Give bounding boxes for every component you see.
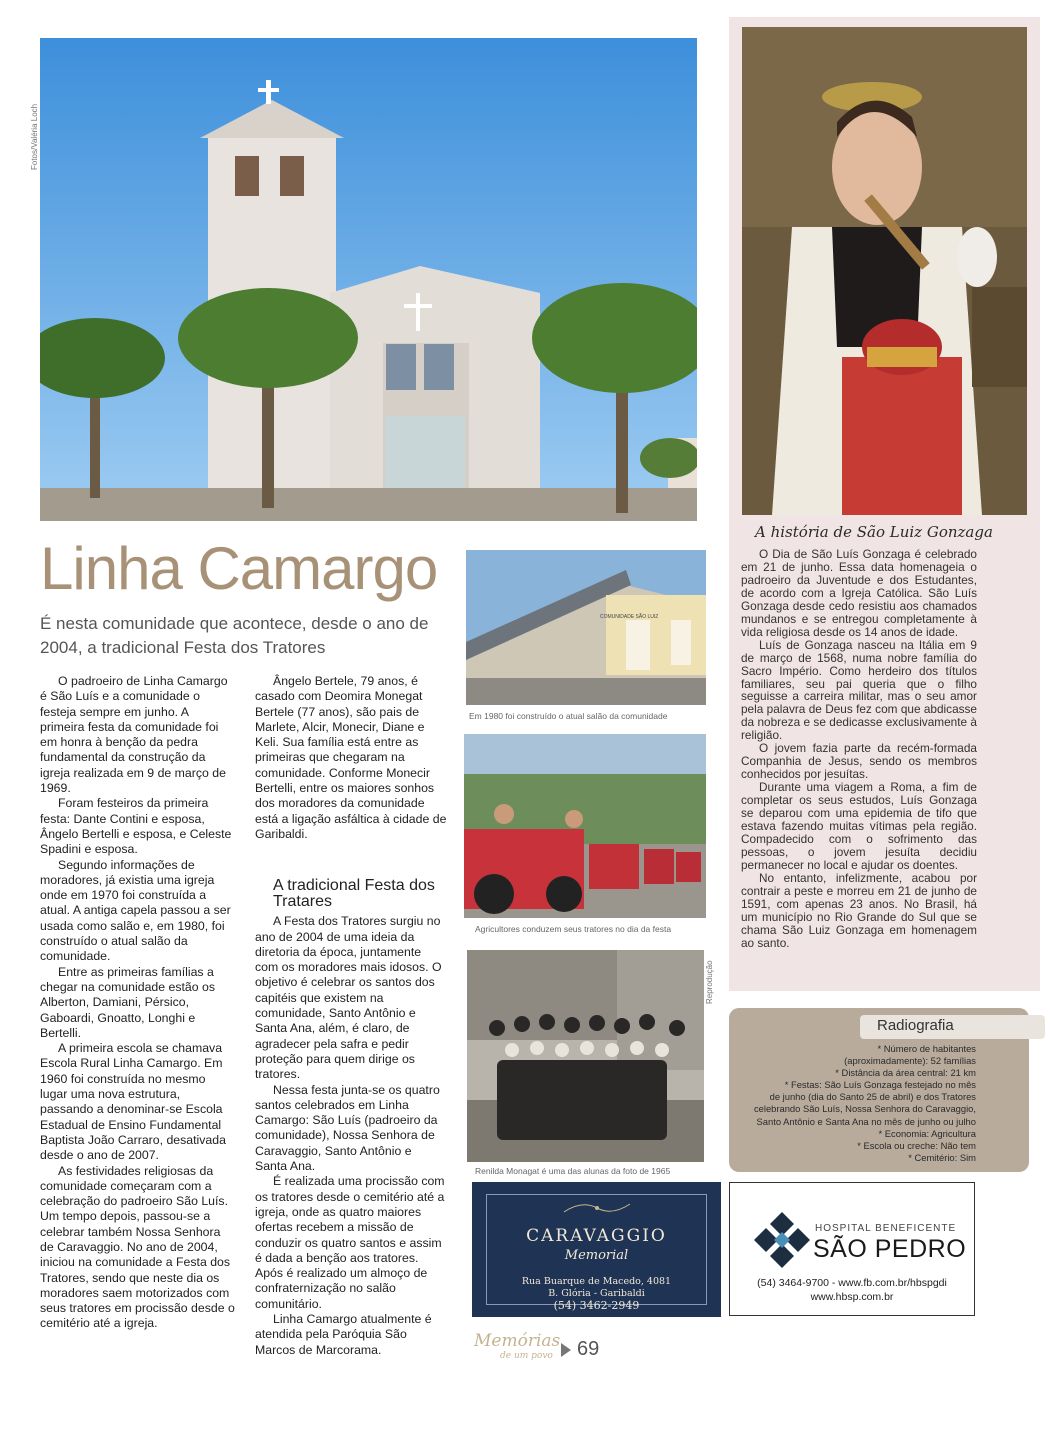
radiografia-item: * Escola ou creche: Não tem — [857, 1139, 976, 1151]
caption-salao: Em 1980 foi construído o atual salão da comunidade — [469, 711, 668, 721]
salao-sign: COMUNIDADE SÃO LUIZ — [600, 614, 659, 620]
paragraph: Entre as primeiras famílias a chegar na comunidade estão os Alberton, Damiani, Pérsico, Gaboardi, Gnoatto, Longhi e Bertelli. — [40, 964, 216, 1040]
paragraph: Linha Camargo atualmente é atendida pela Paróquia São Marcos de Marcorama. — [255, 1311, 432, 1357]
subtitle: É nesta comunidade que acontece, desde o ano de 2004, a tradicional Festa dos Tratores — [40, 614, 429, 657]
ad-hospital-website[interactable]: www.hbsp.com.br — [810, 1291, 894, 1303]
church-photo — [40, 38, 697, 521]
paragraph: O jovem fazia parte da recém-formada Companhia de Jesus, sendo os membros conhecidos por jesuítas. — [741, 741, 977, 782]
ad-hospital-big: SÃO PEDRO — [813, 1235, 967, 1263]
paragraph: É realizada uma procissão com os tratores desde o cemitério até a igreja, onde as quatro maiores ofertas recebem a missão de conduzir os quatro santos e assim é dada a benção aos tratores. Após é realizado um almoço de confraternização no salão comunitário. — [255, 1174, 445, 1311]
radiografia-item: * Distância da área central: 21 km — [835, 1067, 976, 1079]
salao-photo — [466, 550, 706, 705]
page-title: Linha Camargo — [40, 535, 438, 602]
paragraph: Ângelo Bertele, 79 anos, é casado com Deomira Monegat Bertele (77 anos), são pais de Marlete, Alcir, Monecir, Diane e Keli. Sua família está entre as primeiras que chegaram na comunidade. Conforme Monecir Bertelli, entre os maiores sonhos dos moradores da comunidade está a ligação asfáltica à cidade de Garibaldi. — [255, 674, 447, 841]
page-number: 69 — [577, 1338, 600, 1360]
ad-caravaggio-address2: B. Glória - Garibaldi — [548, 1288, 645, 1299]
photo-credit-reproducao: Reprodução — [705, 960, 714, 1004]
sao-luiz-painting — [742, 27, 1027, 515]
ad-hospital-small: HOSPITAL BENEFICENTE — [815, 1223, 957, 1234]
ad-caravaggio-phone: (54) 3462-2949 — [553, 1299, 640, 1312]
article-column-2 — [255, 674, 447, 1358]
paragraph: Segundo informações de moradores, já existia uma igreja onde em 1970 foi construída a atual. A antiga capela passou a ser usada como salão e, em 1980, foi construído o atual salão da comunidade. — [40, 857, 231, 964]
sidebar-title: A história de São Luiz Gonzaga — [755, 523, 993, 541]
article-column-1 — [40, 674, 236, 1332]
ad-caravaggio-name: CARAVAGGIO — [526, 1226, 667, 1246]
ad-caravaggio-address1: Rua Buarque de Macedo, 4081 — [521, 1276, 672, 1287]
paragraph: O padroeiro de Linha Camargo é São Luís e a comunidade o festeja sempre em junho. A primeira festa da comunidade foi em honra à benção da pedra fundamental da construção da igreja realizada em 9 de março de 1969. — [40, 674, 228, 796]
caption-tratores: Agricultores conduzem seus tratores no dia da festa — [475, 924, 672, 934]
paragraph: No entanto, infelizmente, acabou por contrair a peste e morreu em 21 de junho de 1591, com apenas 23 anos. No Brasil, há um município no Rio Grande do Sul que se chama São Luiz Gonzaga em homenagem ao santo. — [741, 870, 977, 950]
photo-credit: Fotos/Valéria Loch — [30, 103, 39, 170]
section-heading: A tradicional Festa dos Tratares — [273, 877, 435, 911]
arrow-right-icon — [561, 1343, 571, 1357]
hospital-logo-icon — [754, 1212, 810, 1268]
radiografia-item: (aproximadamente): 52 famílias — [844, 1055, 976, 1067]
radiografia-item: * Economia: Agricultura — [878, 1127, 976, 1139]
caption-escola: Renilda Monagat é uma das alunas da foto de 1965 — [475, 1166, 671, 1176]
radiografia-title: Radiografia — [877, 1017, 954, 1034]
radiografia-item: Santo Antônio e Santa Ana no mês de junho ou julho — [756, 1115, 976, 1127]
paragraph: Durante uma viagem a Roma, a fim de completar os seus estudos, Luís Gonzaga se deparou com uma epidemia de tifo que estava fazendo muitas vítimas pela região. Compadecido com o sofrimento das pessoas, o jovem jesuíta decidiu permanecer no local e ajudar os doentes. — [741, 780, 977, 872]
radiografia-item: celebrando São Luís, Nossa Senhora do Caravaggio, — [753, 1103, 976, 1115]
radiografia-item: * Cemitério: Sim — [908, 1151, 976, 1163]
ornament-icon — [562, 1198, 632, 1218]
paragraph: Foram festeiros da primeira festa: Dante Contini e esposa, Ângelo Bertelli e esposa, e Celeste Spadini e esposa. — [40, 796, 232, 857]
radiografia-list — [733, 1043, 976, 1164]
radiografia-item: * Festas: São Luís Gonzaga festejado no mês — [784, 1079, 976, 1091]
paragraph: O Dia de São Luís Gonzaga é celebrado em 21 de junho. Essa data homenageia o padroeiro da Juventude e dos Estudantes, de acordo com a Igreja Católica. São Luís Gonzaga desde cedo resistiu aos chamados mundanos e se entregou completamente à vida religiosa desde os 14 anos de idade. — [741, 547, 977, 639]
escola-photo — [467, 950, 704, 1162]
paragraph: Luís de Gonzaga nasceu na Itália em 9 de março de 1568, numa nobre família do Sacro Império. Como herdeiro dos títulos familiares, seu pai queria que o filho seguisse a carreira militar, mas o seu amor pela palavra de Deus fez com que abdicasse da nobreza e se dedicasse exclusivamente à religião. — [741, 637, 977, 743]
tratores-photo — [464, 734, 706, 918]
radiografia-item: * Número de habitantes — [877, 1043, 976, 1054]
paragraph: As festividades religiosas da comunidade começaram com a celebração do padroeiro São Luís. Um tempo depois, passou-se a celebrar também Nossa Senhora de Caravaggio. No ano de 2004, iniciou na comunidade a Festa dos Tratores, sendo que neste dia os moradores saem motorizados com seus tratores em procissão desde o cemitério até a igreja. — [40, 1163, 235, 1331]
paragraph: Nessa festa junta-se os quatro santos celebrados em Linha Camargo: São Luís (padroeiro da comunidade), Nossa Senhora de Caravaggio, Santo Antônio e Santa Ana. — [255, 1082, 440, 1174]
paragraph: A primeira escola se chamava Escola Rural Linha Camargo. Em 1960 foi construída no mesmo lugar uma nova estrutura, passando a denominar-se Escola Estadual de Ensino Fundamental Baptista João Carraro, desativada desde o ano de 2007. — [40, 1041, 226, 1163]
paragraph: A Festa dos Tratores surgiu no ano de 2004 de uma ideia da diretoria da época, juntamente com os moradores mais idosos. O objetivo é celebrar os santos dos capitéis que existem na comunidade, Santo Antônio e Santa Ana, além, é claro, de agradecer pela safra e pedir proteção para quem dirige os tratores. — [255, 914, 442, 1082]
footer-brand: Memórias — [474, 1331, 561, 1351]
sidebar-text — [741, 548, 977, 950]
footer-brand-sub: de um povo — [500, 1351, 553, 1361]
ad-hospital-contact[interactable]: (54) 3464-9700 - www.fb.com.br/hbspgdi — [757, 1277, 947, 1289]
ad-caravaggio-sub: Memorial — [564, 1248, 629, 1263]
radiografia-item: de junho (dia do Santo 25 de abril) e dos Tratores — [769, 1091, 976, 1103]
